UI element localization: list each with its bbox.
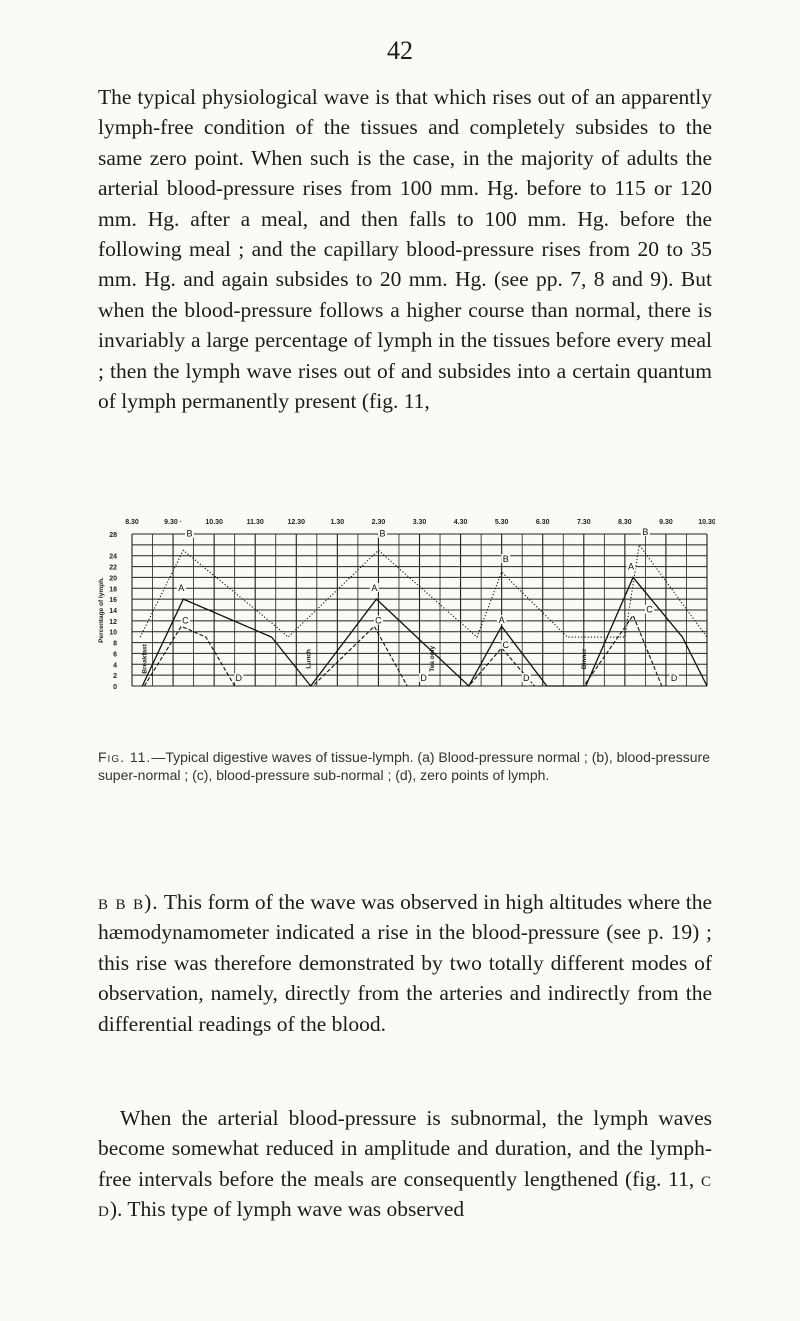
letter-label-text: C [182,615,189,626]
letter-label-text: D [235,673,243,684]
x-tick-label: 11.30 [246,519,264,526]
x-tick-label: 8.30 [618,519,632,526]
y-tick-label: 12 [109,618,117,626]
y-tick-label: 22 [109,564,117,572]
y-tick-labels [109,532,117,691]
y-tick-label: 6 [113,651,117,659]
x-tick-label: 3.30 [412,519,427,526]
x-tick-label: 9.30 [659,519,673,526]
series-letter-label [497,615,506,625]
paragraph-3-text-b: ). This type of lymph wave was observed [109,1197,465,1222]
x-tick-labels [125,519,715,526]
letter-label-text: A [628,561,635,572]
letter-label-text: A [371,583,378,593]
letter-label-text: B [379,528,386,539]
y-tick-label: 10 [109,629,117,637]
series-letter-label [670,673,679,683]
figure-reference: b b b). [98,890,159,914]
paragraph-2-text: This form of the wave was observed in high altitudes where the hæmodynamometer indicated a rise in the blood-pressure (see p. 19) ; this rise was therefore demonstrated by two totally different modes of observation, namely, directly from the arteries and indirectly from the differential readings of the blood. [98,890,712,1036]
series-letter-label [627,561,636,571]
letter-label-text: A [498,615,505,626]
figure-reference-cd: c d [98,1166,713,1222]
y-tick-label: 24 [109,553,117,561]
letter-label-text: B [642,527,649,538]
series-letter-label [370,583,379,593]
series-letter-label [177,583,186,593]
series-letter-label [374,616,383,626]
letter-label-text: D [523,673,530,684]
x-tick-label: 4.30 [453,519,468,526]
x-tick-label: 6.30 [535,519,550,526]
series-line-b [140,545,707,637]
y-tick-label: 18 [109,586,117,594]
series-letter-label [185,529,194,539]
series-letter-label [181,616,190,626]
y-tick-label: 2 [113,673,117,681]
y-tick-label: 4 [113,662,117,670]
x-tick-label: 9.30 · [164,519,183,526]
y-tick-label: 20 [109,575,117,583]
caption-text: —Typical digestive waves of tissue-lymph. (a) Blood-pressure normal ; (b), blood-pressure super-normal ; (c), blood-pressure sub-normal ; (d), zero points of lymph. [98,749,710,783]
y-tick-label: 14 [109,608,117,615]
letter-label-text: C [646,604,653,615]
series-letter-label [501,554,510,564]
series-letter-label [641,527,650,537]
series-letter-label [234,673,243,683]
page-number: 42 [387,36,413,65]
x-tick-label: 5.30 [494,519,509,526]
series-letter-label [522,673,531,683]
letter-label-text: B [502,554,509,565]
letter-label-text: B [186,528,193,539]
lymph-wave-chart [95,516,715,697]
meal-label: Dinner [580,648,588,670]
letter-label-text: C [375,615,382,626]
y-tick-label: 28 [109,532,117,539]
chart-grid [132,534,707,686]
x-tick-label: 10.30 [698,519,715,526]
x-tick-label: 7.30 [576,519,591,526]
paragraph-3 [98,1103,712,1225]
meal-label: Tea only [428,645,436,672]
series-letter-labels [177,527,679,683]
letter-label-text: C [502,640,509,650]
series-letter-label [501,640,510,650]
letter-label-text: D [670,673,678,684]
x-tick-label: 1.30 [330,519,345,526]
x-tick-label: 2.30 [371,519,386,526]
meal-label: Breakfast [141,644,149,674]
x-tick-label: 8.30 [125,519,139,526]
series-letter-label [378,529,387,539]
y-axis-label [98,577,105,643]
y-tick-label: 0 [113,684,117,691]
figure-caption [98,748,718,784]
paragraph-2 [98,887,712,1039]
paragraph-1: The typical physiological wave is that which rises out of an apparently lymph-free condition of the tissues and completely subsides to the same zero point. When such is the case, in the majority of adults the arterial blood-pressure rises from 100 mm. Hg. before to 115 or 120 mm. Hg. after a meal, and then falls to 100 mm. Hg. before the following meal ; and the capillary blood-pressure rises from 20 to 35 mm. Hg. and again subsides to 20 mm. Hg. (see pp. 7, 8 and 9). But when the blood-pressure follows a higher course than normal, there is invariably a large percentage of lymph in the tissues before every meal ; then the lymph wave rises out of and subsides into a certain quantum of lymph permanently present (fig. 11, [98,85,712,414]
x-tick-label: 10.30 [205,519,223,526]
y-tick-label: 16 [109,597,117,605]
letter-label-text: D [420,673,427,684]
caption-label: Fig. 11. [98,749,152,765]
chart-series [140,545,707,686]
paragraph-3-text-a: When the arterial blood-pressure is subnormal, the lymph waves become somewhat reduced in amplitude and duration, and the lymph-free intervals before the meals are consequently lengthened (fig. 11, [98,1106,712,1191]
series-letter-label [645,605,654,615]
y-axis-label-text: Percentage of lymph. [98,577,105,643]
y-tick-label: 8 [113,640,117,648]
x-tick-label: 12.30 [287,519,306,526]
meal-label: Lunch [305,649,313,669]
series-letter-label [419,673,428,683]
meal-labels [141,643,587,673]
letter-label-text: A [178,583,185,593]
